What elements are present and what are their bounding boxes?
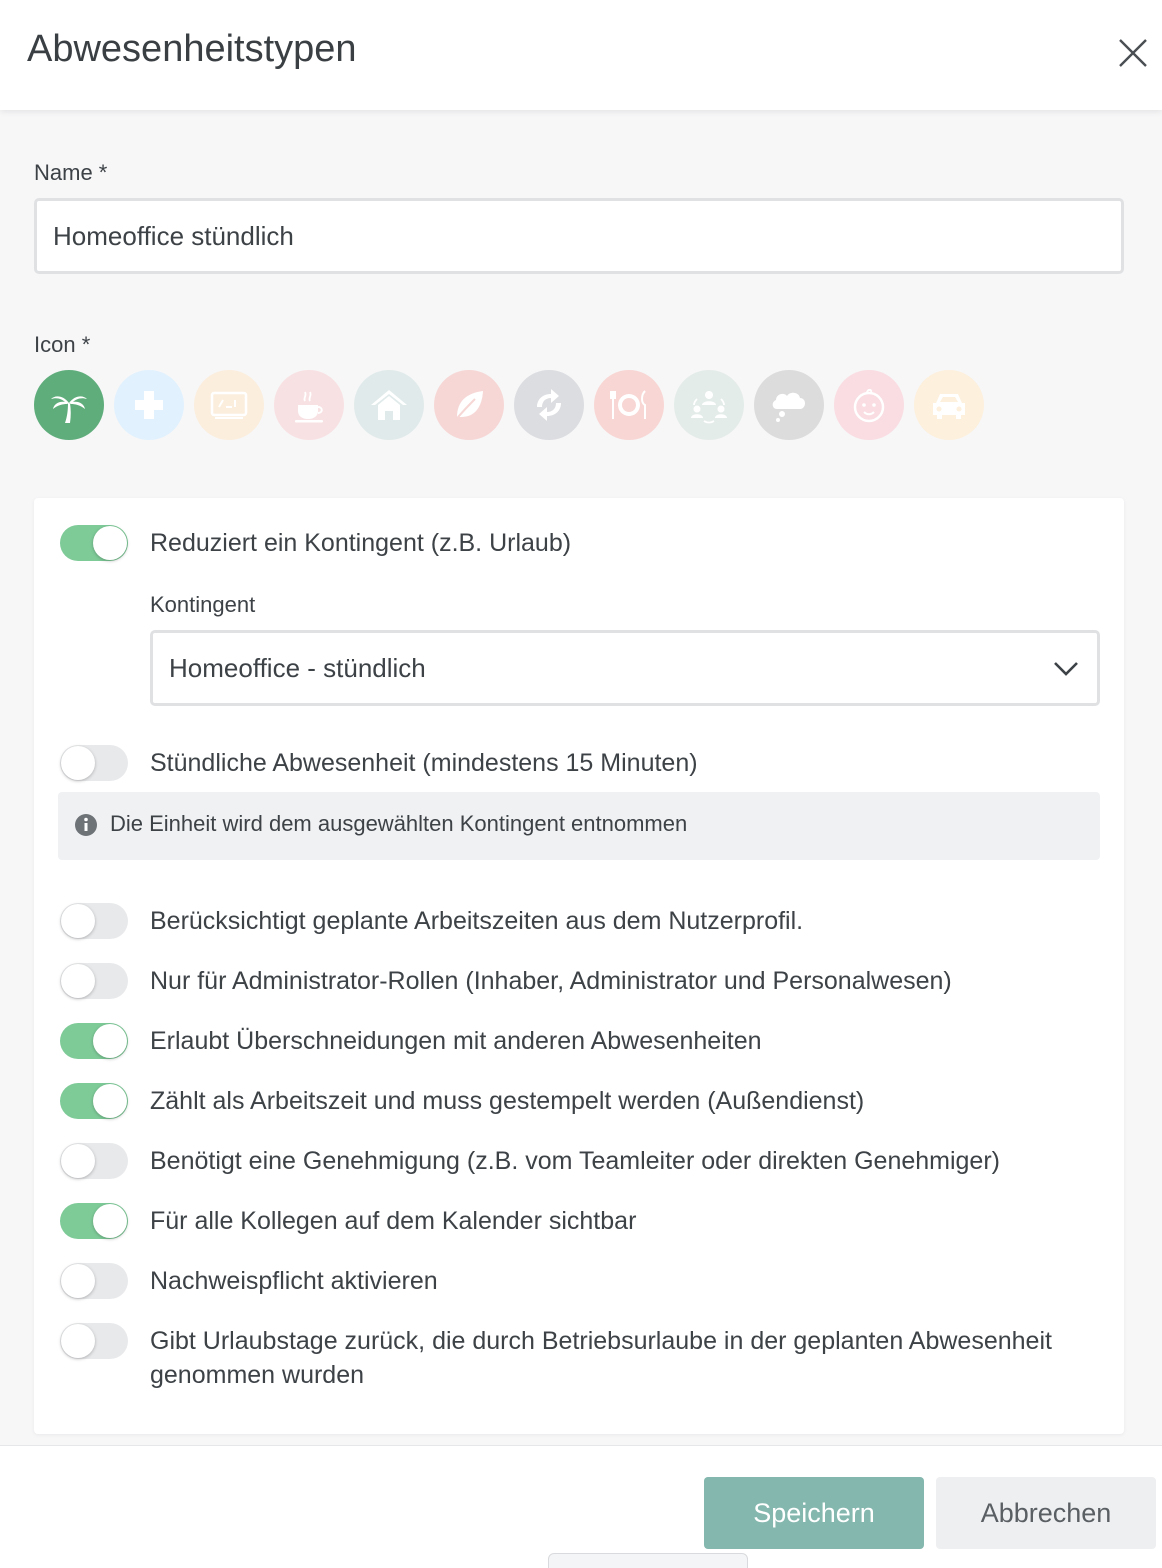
toggle-knob <box>61 1144 95 1178</box>
quota-select-value: Homeoffice - stündlich <box>169 653 426 683</box>
quota-select[interactable] <box>150 630 1100 706</box>
info-text: Die Einheit wird dem ausgewählten Kontingent entnommen <box>110 811 688 836</box>
baby-face-icon[interactable] <box>834 370 904 440</box>
visible-calendar-label: Für alle Kollegen auf dem Kalender sichtbar <box>150 1207 637 1235</box>
medical-cross-icon[interactable] <box>114 370 184 440</box>
reduce-quota-toggle[interactable] <box>60 525 128 561</box>
hourly-absence-toggle[interactable] <box>60 745 128 781</box>
icon-label: Icon * <box>34 332 91 357</box>
overlap-toggle[interactable] <box>60 1023 128 1059</box>
icon-picker <box>34 370 994 440</box>
planned-worktime-label: Berücksichtigt geplante Arbeitszeiten aus dem Nutzerprofil. <box>150 907 804 935</box>
dialog-footer <box>0 1445 1162 1568</box>
dialog-header <box>0 0 1162 110</box>
approval-required-toggle[interactable] <box>60 1143 128 1179</box>
planned-worktime-toggle[interactable] <box>60 903 128 939</box>
sync-arrows-icon[interactable] <box>514 370 584 440</box>
return-vacation-days-label-line2: genommen wurden <box>150 1361 365 1389</box>
info-icon <box>74 813 98 837</box>
dialog-title: Abwesenheitstypen <box>27 28 357 70</box>
training-board-icon[interactable] <box>194 370 264 440</box>
proof-required-label: Nachweispflicht aktivieren <box>150 1267 438 1295</box>
toggle-knob <box>61 1264 95 1298</box>
toggle-knob <box>93 526 127 560</box>
dining-plate-icon[interactable] <box>594 370 664 440</box>
toggle-knob <box>61 904 95 938</box>
bottom-tab-handle <box>548 1553 748 1568</box>
group-people-icon[interactable] <box>674 370 744 440</box>
visible-calendar-toggle[interactable] <box>60 1203 128 1239</box>
toggle-knob <box>61 746 95 780</box>
proof-required-toggle[interactable] <box>60 1263 128 1299</box>
name-label: Name * <box>34 160 108 185</box>
quota-label: Kontingent <box>150 592 256 617</box>
coffee-cup-icon[interactable] <box>274 370 344 440</box>
cancel-button[interactable]: Abbrechen <box>936 1477 1156 1549</box>
cloud-thought-icon[interactable] <box>754 370 824 440</box>
info-box <box>58 792 1100 860</box>
reduce-quota-label: Reduziert ein Kontingent (z.B. Urlaub) <box>150 529 572 557</box>
approval-required-label: Benötigt eine Genehmigung (z.B. vom Teamleiter oder direkten Genehmiger) <box>150 1147 1000 1175</box>
home-icon[interactable] <box>354 370 424 440</box>
overlap-label: Erlaubt Überschneidungen mit anderen Abwesenheiten <box>150 1027 762 1055</box>
counts-as-worktime-toggle[interactable] <box>60 1083 128 1119</box>
toggle-knob <box>93 1204 127 1238</box>
palm-tree-icon[interactable] <box>34 370 104 440</box>
name-input[interactable] <box>34 198 1124 274</box>
return-vacation-days-label-line1: Gibt Urlaubstage zurück, die durch Betriebsurlaube in der geplanten Abwesenheit <box>150 1327 1052 1355</box>
leaf-icon[interactable] <box>434 370 504 440</box>
toggle-knob <box>61 1324 95 1358</box>
hourly-absence-label: Stündliche Abwesenheit (mindestens 15 Minuten) <box>150 749 698 777</box>
counts-as-worktime-label: Zählt als Arbeitszeit und muss gestempelt werden (Außendienst) <box>150 1087 865 1115</box>
chevron-down-icon <box>1053 657 1079 679</box>
toggle-knob <box>93 1084 127 1118</box>
close-icon[interactable] <box>1114 34 1152 72</box>
return-vacation-days-toggle[interactable] <box>60 1323 128 1359</box>
admin-only-label: Nur für Administrator-Rollen (Inhaber, Administrator und Personalwesen) <box>150 967 952 995</box>
toggle-knob <box>93 1024 127 1058</box>
admin-only-toggle[interactable] <box>60 963 128 999</box>
save-button[interactable]: Speichern <box>704 1477 924 1549</box>
toggle-knob <box>61 964 95 998</box>
car-icon[interactable] <box>914 370 984 440</box>
